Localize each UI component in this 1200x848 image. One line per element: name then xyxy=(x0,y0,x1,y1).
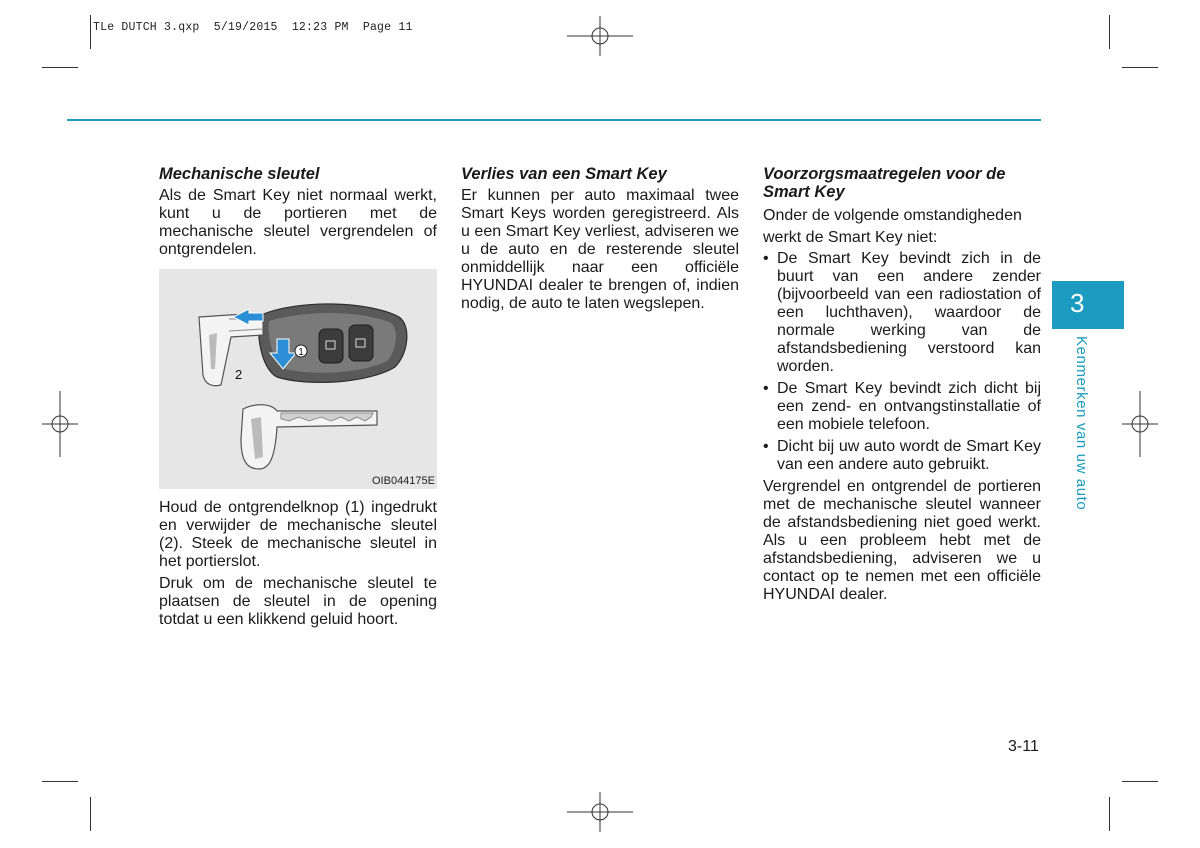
paragraph: Vergrendel en ontgrendel de portieren met de mechanische sleutel wanneer de afstandsbediening niet goed werkt. Als u een probleem hebt met de afstandsbediening, adviseren we u contact op te nemen met een officiële HYUNDAI dealer. xyxy=(763,478,1041,603)
column-lost-key xyxy=(461,165,739,317)
section-heading: Mechanische sleutel xyxy=(159,165,320,183)
figure-code: OIB044175E xyxy=(372,475,435,487)
chapter-number: 3 xyxy=(1070,288,1085,318)
paragraph: Er kunnen per auto maximaal twee Smart Keys worden geregistreerd. Als u een Smart Key verliest, adviseren we u de auto en de resterende sleutel onmiddellijk naar een officiële HYUNDAI dealer te brengen of, indien nodig, de auto te laten wegslepen. xyxy=(461,187,739,312)
paragraph: Druk om de mechanische sleutel te plaatsen de sleutel in de opening totdat u een klikkend geluid hoort. xyxy=(159,575,437,628)
list-item: • De Smart Key bevindt zich dicht bij een zend- en ontvangstinstallatie of een mobiele telefoon. xyxy=(763,380,1041,434)
list-item: • De Smart Key bevindt zich in de buurt van een andere zender (bijvoorbeeld van een radiostation of een luchthaven), waardoor de normale werking van de afstandsbediening verstoord kan worden. xyxy=(763,250,1041,376)
column-mechanical-key xyxy=(159,165,437,263)
smart-key-figure xyxy=(159,269,437,489)
column-precautions xyxy=(763,165,1041,608)
callout-2: 2 xyxy=(235,367,243,382)
section-heading: Verlies van een Smart Key xyxy=(461,165,667,183)
precautions-list xyxy=(763,250,1041,474)
header-rule xyxy=(67,119,1041,121)
section-heading-line2: Smart Key xyxy=(763,183,845,201)
callout-1: 1 xyxy=(298,347,304,358)
section-heading-line1: Voorzorgsmaatregelen voor de xyxy=(763,165,1006,183)
chapter-tab xyxy=(1052,281,1124,329)
smart-key-illustration xyxy=(159,269,437,489)
paragraph: Houd de ontgrendelknop (1) ingedrukt en verwijder de mechanische sleutel (2). Steek de mechanische sleutel in het portierslot. xyxy=(159,499,437,570)
page-number: 3-11 xyxy=(1008,738,1039,755)
print-slug: TLe DUTCH 3.qxp 5/19/2015 12:23 PM Page 11 xyxy=(93,21,413,34)
intro-line-2: werkt de Smart Key niet: xyxy=(763,229,938,246)
paragraph: Als de Smart Key niet normaal werkt, kunt u de portieren met de mechanische sleutel vergrendelen of ontgrendelen. xyxy=(159,187,437,258)
list-item: • Dicht bij uw auto wordt de Smart Key van een andere auto gebruikt. xyxy=(763,438,1041,474)
column-mechanical-key-cont xyxy=(159,499,437,633)
intro-line-1: Onder de volgende omstandigheden xyxy=(763,207,1022,224)
chapter-title: Kenmerken van uw auto xyxy=(1073,336,1090,511)
